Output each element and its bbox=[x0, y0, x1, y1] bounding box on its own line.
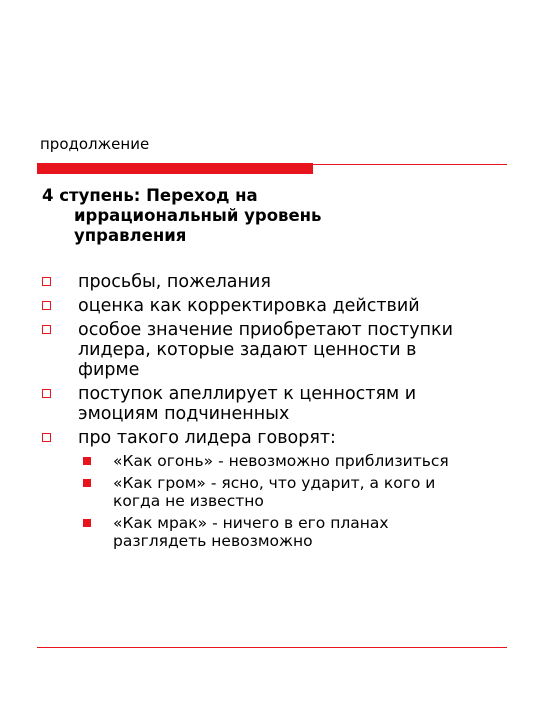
list-item-text: оценка как корректировка действий bbox=[78, 296, 420, 316]
list-item bbox=[0, 384, 540, 424]
sub-list-item bbox=[0, 514, 540, 550]
sub-list-item-text: разглядеть невозможно bbox=[113, 532, 313, 550]
hollow-square-icon bbox=[42, 325, 51, 334]
heading-line: 4 ступень: Переход на bbox=[42, 186, 258, 205]
list-item-text: поступок апеллирует к ценностям и bbox=[78, 384, 417, 404]
list-item bbox=[0, 320, 540, 380]
list-item bbox=[0, 428, 540, 448]
bullet-list bbox=[0, 272, 540, 554]
list-item-text: особое значение приобретают поступки bbox=[78, 320, 453, 340]
list-item-text: просьбы, пожелания bbox=[78, 272, 271, 292]
sub-list-item-text: «Как мрак» - ничего в его планах bbox=[113, 514, 389, 532]
list-item-text: фирме bbox=[78, 360, 140, 380]
sub-list-item-text: «Как огонь» - невозможно приблизиться bbox=[113, 452, 449, 470]
sub-list-item-text: «Как гром» - ясно, что ударит, а кого и bbox=[113, 474, 436, 492]
footer-divider bbox=[37, 647, 507, 648]
sub-bullet-list bbox=[0, 452, 540, 550]
hollow-square-icon bbox=[42, 301, 51, 310]
hollow-square-icon bbox=[42, 433, 51, 442]
heading-line: управления bbox=[74, 226, 187, 245]
hollow-square-icon bbox=[42, 389, 51, 398]
sub-list-item bbox=[0, 452, 540, 470]
list-item-text: эмоциям подчиненных bbox=[78, 404, 290, 424]
sub-list-item bbox=[0, 474, 540, 510]
filled-square-icon bbox=[83, 479, 91, 487]
filled-square-icon bbox=[83, 457, 91, 465]
title-underline bbox=[37, 163, 507, 174]
list-item-text: лидера, которые задают ценности в bbox=[78, 340, 417, 360]
list-item-text: про такого лидера говорят: bbox=[78, 428, 336, 448]
section-heading bbox=[42, 186, 442, 246]
hollow-square-icon bbox=[42, 277, 51, 286]
filled-square-icon bbox=[83, 519, 91, 527]
list-item bbox=[0, 272, 540, 292]
title-underline-line bbox=[37, 164, 507, 165]
slide-title: продолжение bbox=[40, 135, 150, 153]
list-item bbox=[0, 296, 540, 316]
heading-line: иррациональный уровень bbox=[74, 206, 322, 225]
sub-list-item-text: когда не известно bbox=[113, 492, 264, 510]
